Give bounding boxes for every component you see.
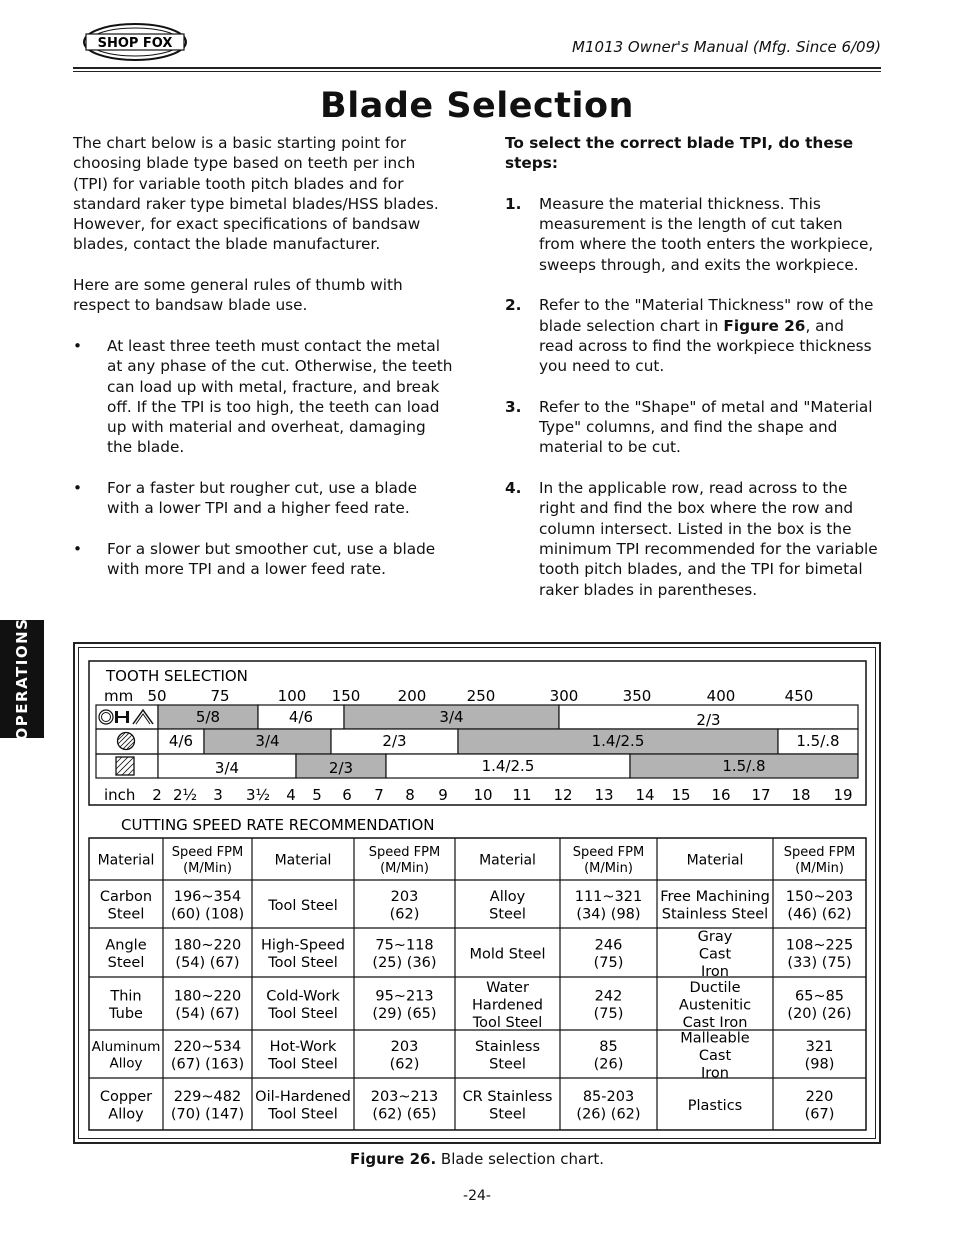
speed-cell: 229~482 [173, 1089, 242, 1105]
tpi-segments [158, 705, 858, 778]
material-cell: Copper [99, 1089, 153, 1105]
material-cell: Mold Steel [469, 946, 546, 963]
tpi-label: 3/4 [214, 759, 240, 777]
material-cell: Alloy [109, 1055, 143, 1072]
speed-cell: 321 [805, 1039, 834, 1055]
figure-reference: Figure 26 [723, 316, 806, 335]
speed-cell: (70) (147) [170, 1106, 245, 1123]
mm-tick-label: 400 [706, 687, 736, 705]
speed-cell: 203 [390, 1039, 419, 1055]
speed-cell: (54) (67) [175, 955, 240, 971]
inch-label: inch [104, 786, 136, 804]
speed-cell: 180~220 [173, 937, 242, 954]
material-cell: Steel [107, 955, 145, 971]
speed-cell: 65~85 [794, 988, 845, 1005]
speed-cell: 108~225 [785, 937, 854, 954]
speed-cell: 95~213 [375, 988, 434, 1005]
tpi-label: 2/3 [382, 732, 407, 750]
figure-caption: Figure 26. Blade selection chart. [349, 1150, 605, 1168]
solid-square-icon [116, 757, 134, 775]
inch-tick-label: 4 [286, 786, 296, 804]
rules-intro: Here are some general rules of thumb with respect to bandsaw blade use. [73, 276, 403, 315]
inch-tick-label: 2½ [172, 786, 198, 804]
steps-heading: To select the correct blade TPI, do these steps: [505, 134, 854, 173]
material-cell: Tool Steel [268, 1006, 338, 1022]
speed-cell: (20) (26) [787, 1006, 852, 1022]
tpi-label: 4/6 [168, 732, 194, 750]
speed-cell: (29) (65) [372, 1006, 437, 1022]
material-cell: Thin [110, 988, 142, 1005]
tpi-label: 1.5/.8 [796, 732, 840, 750]
speed-header: Speed FPM [171, 845, 244, 860]
tpi-label: 5/8 [195, 708, 221, 726]
tpi-label: 2/3 [696, 711, 721, 729]
material-cell: Gray [697, 928, 733, 945]
speed-cell: (25) (36) [372, 955, 437, 971]
bullet-item: • For a faster but rougher cut, use a blade with a lower TPI and a higher feed rate. [73, 479, 417, 518]
speed-cell: (62) [389, 906, 420, 923]
inch-tick-label: 15 [671, 786, 691, 804]
mm-tick-label: 350 [622, 687, 652, 705]
speed-cell: 196~354 [173, 889, 242, 905]
tpi-label: 1.5/.8 [722, 757, 766, 775]
speed-header: Speed FPM [572, 845, 645, 860]
material-cell: Plastics [687, 1097, 743, 1114]
inch-ticks [152, 786, 852, 804]
speed-cell: (46) (62) [787, 906, 852, 923]
speed-cell: 220 [805, 1089, 834, 1105]
material-cell: Tool Steel [268, 1106, 338, 1123]
speed-cell: (75) [593, 955, 624, 971]
material-cell: Steel [489, 1056, 526, 1073]
material-cell: Tool Steel [268, 955, 338, 971]
material-header: Material [686, 852, 744, 869]
speed-cell: 75~118 [375, 937, 434, 954]
speed-cell: 150~203 [785, 889, 854, 905]
inch-tick-label: 12 [553, 786, 573, 804]
speed-cell: 242 [594, 988, 623, 1005]
material-cell: Water [486, 979, 529, 996]
material-cell: Alloy [489, 889, 526, 905]
page-number: -24- [463, 1188, 491, 1204]
inch-tick-label: 10 [473, 786, 493, 804]
mm-label: mm [104, 687, 134, 705]
speed-cell: (67) (163) [170, 1056, 245, 1073]
material-cell: Iron [701, 1065, 729, 1082]
material-cell: Hardened [472, 997, 543, 1014]
tpi-label: 3/4 [255, 732, 280, 750]
operations-tab: OPERATIONS [0, 620, 44, 738]
material-cell: Oil-Hardened [255, 1089, 351, 1105]
speed-header: Speed FPM [368, 845, 441, 860]
inch-tick-label: 19 [833, 786, 853, 804]
material-cell: Cast [698, 1047, 732, 1064]
inch-tick-label: 5 [312, 786, 322, 804]
speed-cell: (26) [593, 1056, 624, 1073]
material-cell: High-Speed [260, 937, 346, 954]
inch-tick-label: 6 [342, 786, 352, 804]
tpi-label: 4/6 [288, 708, 314, 726]
speed-header: Speed FPM [783, 845, 856, 860]
mm-tick-label: 150 [331, 687, 361, 705]
tpi-label: 2/3 [328, 759, 354, 777]
material-cell: Stainless [474, 1039, 541, 1055]
mm-tick-label: 75 [210, 687, 230, 705]
speed-cell: 85 [599, 1039, 618, 1055]
bullet-item: • For a slower but smoother cut, use a blade with more TPI and a lower feed rate. [73, 539, 436, 579]
material-cell: Alloy [108, 1106, 144, 1123]
material-cell: Iron [701, 963, 729, 980]
speed-header: (M/Min) [380, 861, 429, 876]
tpi-label: 1.4/2.5 [591, 732, 645, 750]
material-cell: CR Stainless [462, 1089, 553, 1105]
mm-tick-label: 300 [549, 687, 579, 705]
material-header: Material [274, 852, 332, 869]
material-cell: Austenitic [678, 997, 752, 1014]
inch-tick-label: 2 [152, 786, 162, 804]
intro-paragraph: The chart below is a basic starting point for choosing blade type based on teeth per inch (TPI) for variable tooth pitch blades and for standard raker type bimetal blades/HSS blades. However, for exact specifications of bandsaw blades, contact the blade manufacturer. [73, 134, 439, 254]
material-cell: Cast [698, 946, 732, 963]
material-cell: Steel [489, 1106, 526, 1123]
tpi-label: 1.4/2.5 [481, 757, 535, 775]
step-item: 3. Refer to the "Shape" of metal and "Material Type" columns, and find the shape and material to be cut. [505, 397, 873, 457]
material-cell: Steel [107, 906, 145, 923]
mm-tick-label: 200 [397, 687, 427, 705]
page-title: Blade Selection [320, 86, 634, 126]
tooth-selection-title: TOOTH SELECTION [106, 667, 248, 685]
inch-tick-label: 7 [374, 786, 384, 804]
speed-cell: 220~534 [173, 1039, 242, 1055]
inch-tick-label: 13 [594, 786, 614, 804]
mm-tick-label: 450 [784, 687, 814, 705]
material-cell: Free Machining [660, 889, 770, 905]
speed-cell: (34) (98) [576, 906, 641, 923]
material-cell: Tool Steel [472, 1014, 543, 1031]
shape-icons [96, 705, 158, 778]
inch-tick-label: 9 [438, 786, 448, 804]
material-cell: Aluminum [91, 1039, 161, 1055]
manual-title: M1013 Owner's Manual (Mfg. Since 6/09) [572, 38, 881, 56]
speed-cell: (26) (62) [576, 1106, 641, 1123]
speed-cell: (67) [804, 1106, 835, 1123]
inch-tick-label: 3½ [245, 786, 271, 804]
tpi-label: 3/4 [439, 708, 464, 726]
step-item: 1. Measure the material thickness. This measurement is the length of cut taken from where the tooth enters the workpiece, sweeps through, and exits the workpiece. [505, 194, 874, 274]
material-cell: Tube [109, 1006, 143, 1022]
inch-tick-label: 11 [512, 786, 532, 804]
speed-cell: 203 [390, 889, 419, 905]
step-item: 4. In the applicable row, read across to the right and find the box where the row and column intersect. Listed in the box is the minimum TPI recommended for the variable tooth pitch blades, and the TPI for bimetal raker blades in parentheses. [505, 479, 878, 599]
solid-round-icon [118, 733, 135, 750]
speed-cell: (33) (75) [787, 955, 852, 971]
material-cell: Carbon [99, 889, 153, 905]
material-cell: Hot-Work [269, 1039, 337, 1055]
material-cell: Steel [489, 906, 526, 923]
speed-cell: (62) (65) [372, 1106, 437, 1123]
mm-tick-label: 50 [147, 687, 167, 705]
speed-cell: (62) [389, 1056, 420, 1073]
material-cell: Stainless Steel [661, 906, 769, 923]
speed-header: (M/Min) [584, 861, 633, 876]
speed-cell: (54) (67) [175, 1006, 240, 1022]
mm-tick-label: 100 [277, 687, 307, 705]
material-cell: Tool Steel [268, 1056, 338, 1073]
inch-tick-label: 18 [791, 786, 811, 804]
speed-cell: (98) [804, 1056, 835, 1073]
speed-cell: 111~321 [574, 889, 643, 905]
cutting-speed-table [89, 838, 866, 1130]
step-item: 2. Refer to the "Material Thickness" row of the blade selection chart in Figure 26, and read across to find the workpiece thickness you need to cut. [505, 296, 874, 376]
speed-header: (M/Min) [795, 861, 844, 876]
inch-tick-label: 8 [405, 786, 415, 804]
speed-cell: (60) (108) [170, 906, 245, 923]
speed-cell: 180~220 [173, 988, 242, 1005]
material-cell: Ductile [689, 979, 741, 996]
speed-cell: 85-203 [582, 1089, 635, 1105]
inch-tick-label: 16 [711, 786, 731, 804]
material-cell: Cast Iron [682, 1014, 748, 1031]
material-header: Material [97, 852, 155, 869]
inch-tick-label: 3 [213, 786, 223, 804]
material-cell: Angle [105, 937, 147, 954]
speed-cell: 246 [594, 937, 623, 954]
logo-text: SHOP FOX [97, 36, 173, 51]
inch-tick-label: 14 [635, 786, 655, 804]
material-cell: Malleable [680, 1030, 750, 1047]
material-cell: Tool Steel [268, 897, 338, 914]
speed-table-frame [89, 838, 866, 1130]
mm-tick-label: 250 [466, 687, 496, 705]
tube-h-angle-icon [99, 710, 153, 724]
bullet-item: • At least three teeth must contact the metal at any phase of the cut. Otherwise, the teeth can load up with metal, fracture, and break off. If the TPI is too high, the teeth can load up with material and overheat, damaging the blade. [73, 336, 453, 457]
mm-ticks [147, 687, 813, 705]
speed-cell: (75) [593, 1006, 624, 1022]
cutting-speed-title: CUTTING SPEED RATE RECOMMENDATION [121, 816, 435, 834]
speed-cell: 203~213 [370, 1089, 439, 1105]
material-header: Material [479, 852, 536, 869]
material-cell: Cold-Work [266, 988, 340, 1005]
inch-tick-label: 17 [751, 786, 771, 804]
speed-header: (M/Min) [183, 861, 232, 876]
